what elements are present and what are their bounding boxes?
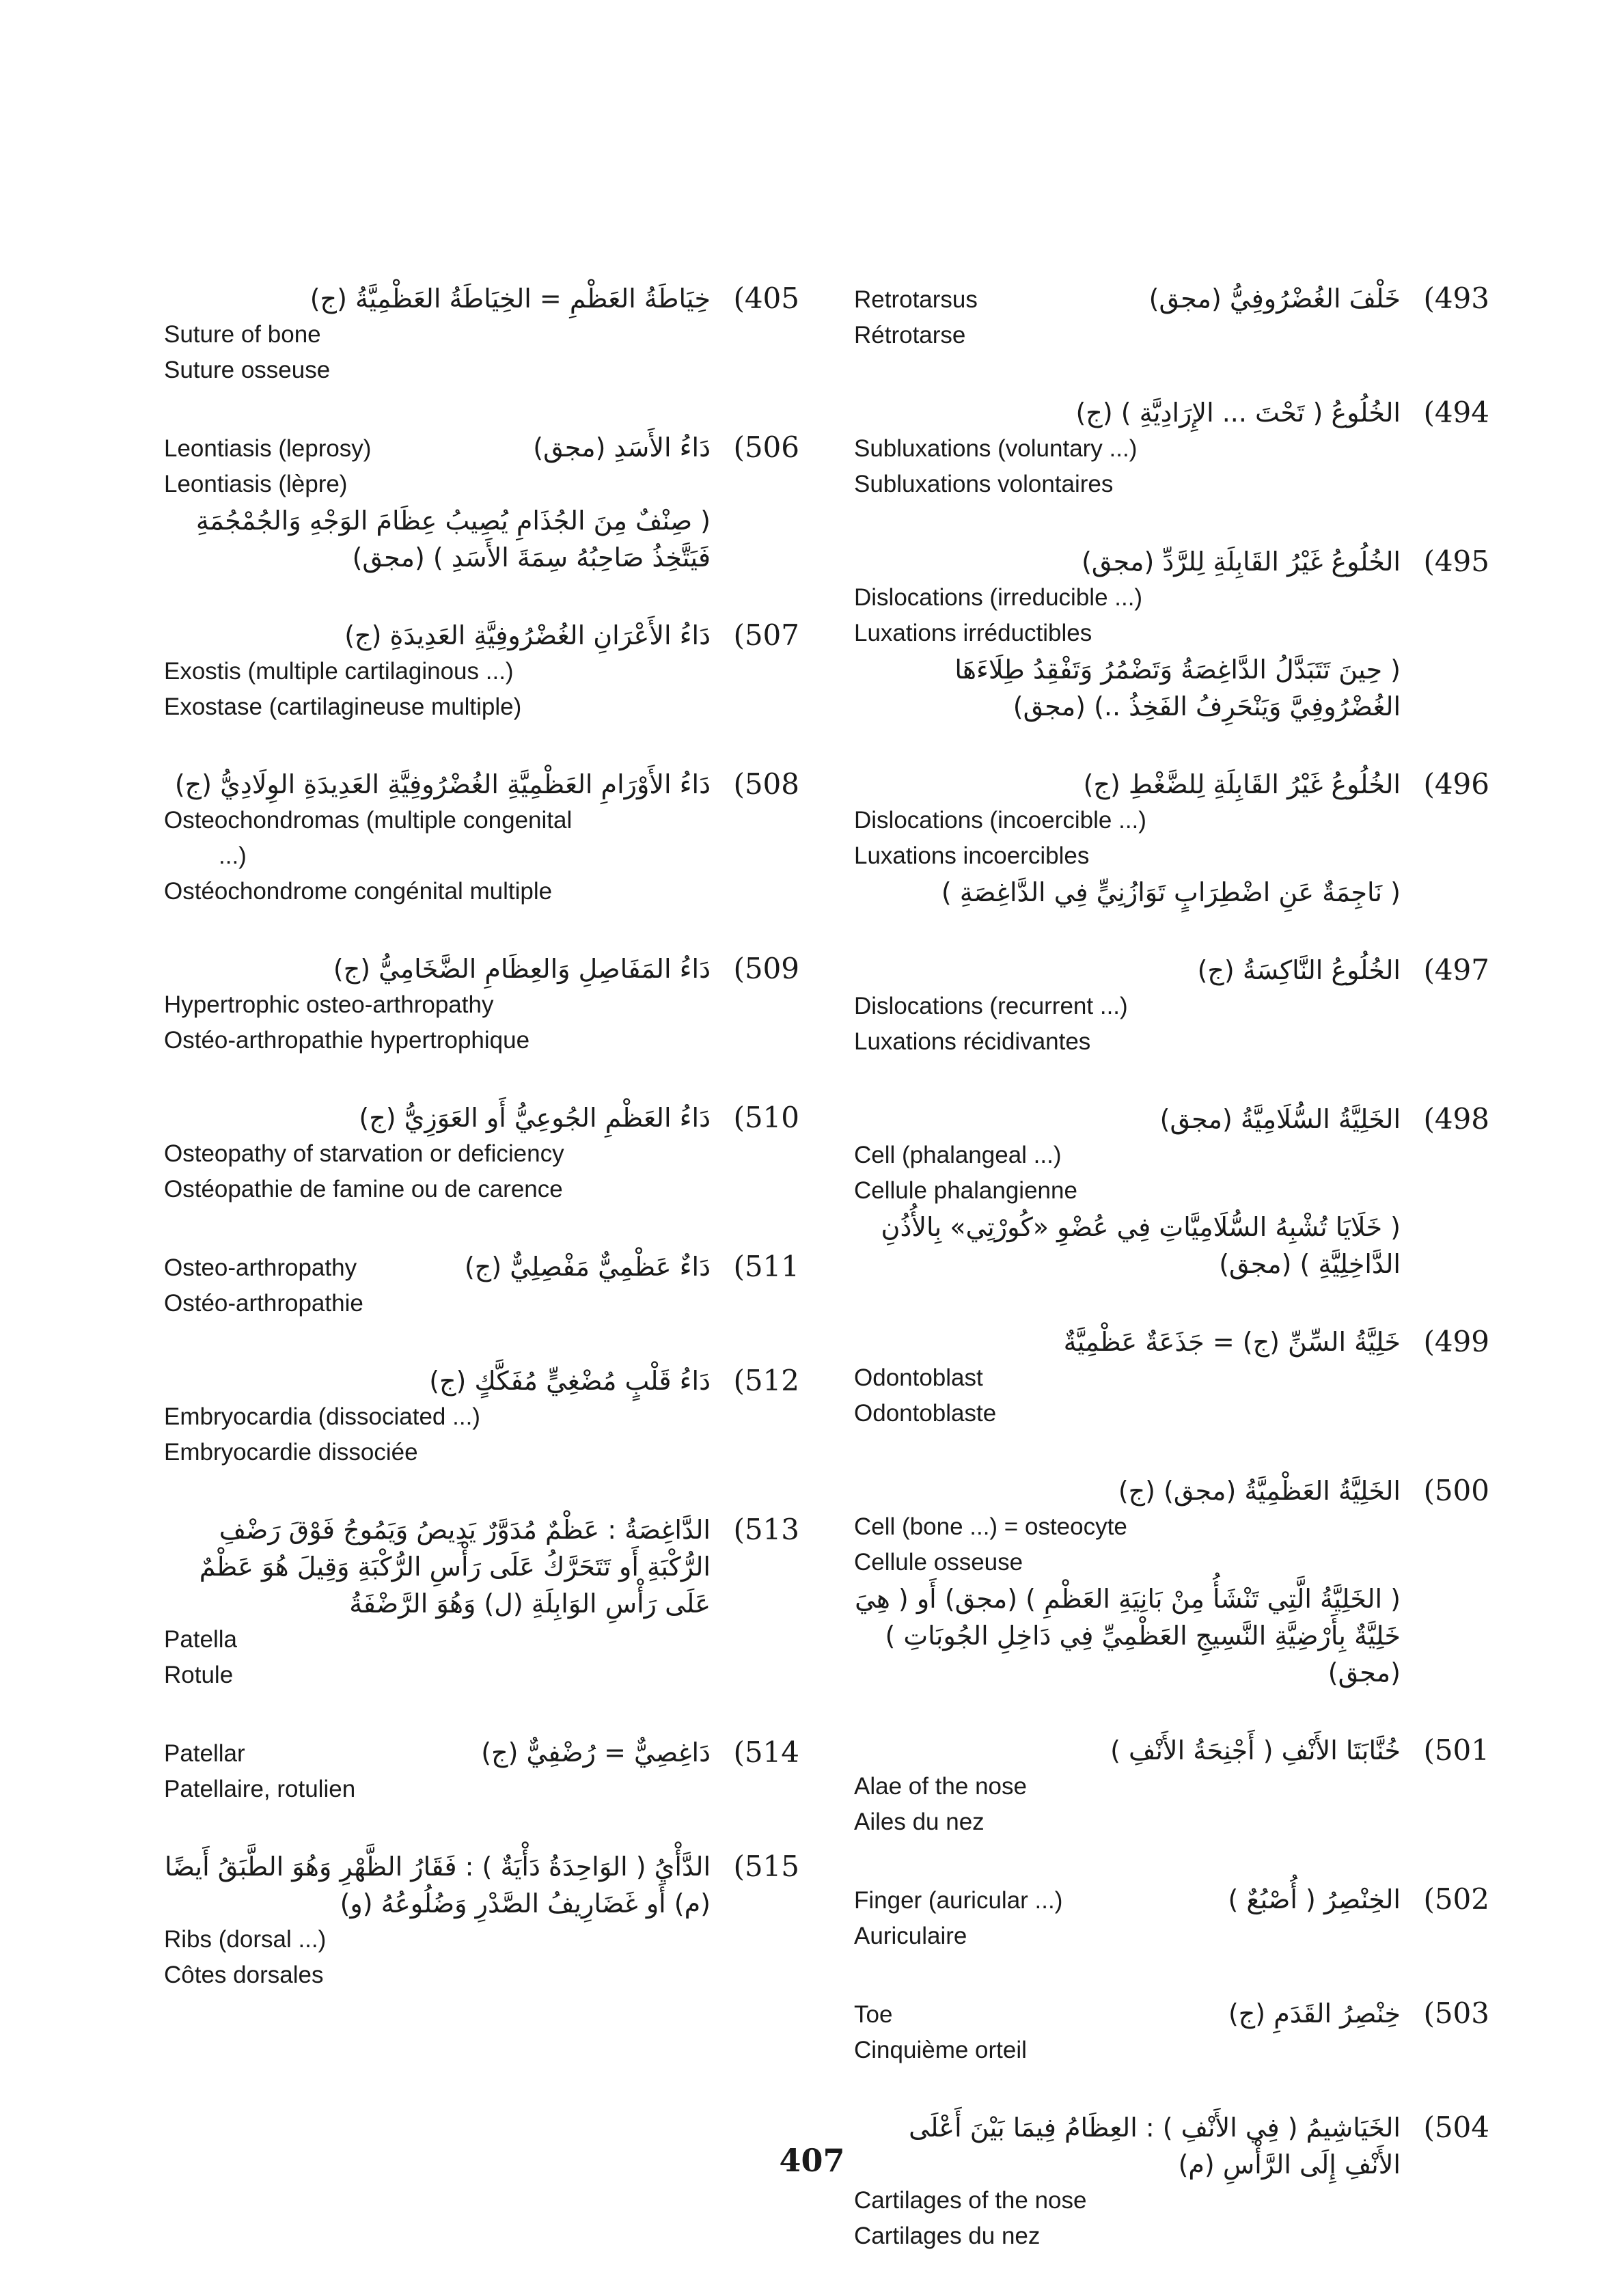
entry: [164, 1248, 799, 1321]
entry-number: (507: [733, 618, 799, 652]
entry: [854, 1881, 1489, 1954]
entry-number: (515: [733, 1850, 799, 1883]
french-term: Rotule: [164, 1662, 234, 1688]
english-term: Embryocardia (dissociated ...): [164, 1403, 480, 1430]
french-term: Ostéopathie de famine ou de carence: [164, 1176, 563, 1203]
entry: [854, 543, 1489, 725]
english-term: Dislocations (recurrent ...): [854, 993, 1128, 1019]
arabic-term: الخِنْصِرُ ( أُصْبُعٌ ): [1228, 1884, 1401, 1914]
entry: [164, 766, 799, 909]
english-term: Subluxations (voluntary ...): [854, 435, 1138, 462]
english-term-continuation: ...): [219, 842, 247, 869]
entry-number: (499: [1423, 1325, 1489, 1358]
english-term: Patellar: [164, 1740, 245, 1767]
entry-headline: [854, 1881, 1401, 1919]
entry: [164, 280, 799, 388]
right-column: [854, 280, 1489, 2295]
arabic-note: ( الخَلِيَّةُ الَّتِي تَنْشَأُ مِنْ بَانِيَةِ العَظْمِ ) (مجق) أَو ( هِيَ خَلِيَّةٌ بِأَرْضِيَّةِ النَّسِيجِ العَظْمِيِّ فِي دَاخِلِ الجُوبَاتِ ) (مجق): [855, 1584, 1401, 1688]
french-term: Cellule phalangienne: [854, 1177, 1077, 1204]
english-term: Patella: [164, 1626, 238, 1653]
arabic-term: دَاءُ الأَوْرَامِ العَظْمِيَّةِ الغُضْرُوفِيَّةِ العَدِيدَةِ الوِلَادِيُّ (ج): [174, 769, 711, 799]
arabic-term: دَاءٌ عَظْمِيٌّ مَفْصِلِيٌّ (ج): [464, 1252, 711, 1282]
french-term: Exostase (cartilagineuse multiple): [164, 693, 522, 720]
entry-headline: [854, 1995, 1401, 2033]
english-term: Exostis (multiple cartilaginous ...): [164, 658, 514, 685]
arabic-note: ( خَلَايَا تُشْبِهُ السُّلَامِيَّاتِ فِي عُضْوِ «كُورْتِي» بِالأُذُنِ الدَّاخِلِيَّةِ ) (مجق): [881, 1212, 1401, 1279]
entry-number: (509: [733, 952, 799, 985]
entry-headline: [164, 429, 711, 467]
entry-number: (497: [1423, 953, 1489, 987]
arabic-term: دَاءُ المَفَاصِلِ وَالعِظَامِ الضَّخَامِيُّ (ج): [333, 954, 711, 984]
english-term: Odontoblast: [854, 1364, 983, 1391]
arabic-term: الخُلُوعُ ( تَحْتَ ... الإِرَادِيَّةِ ) (ج): [1075, 398, 1401, 428]
entry: [164, 1734, 799, 1807]
english-term: Toe: [854, 2001, 893, 2028]
arabic-term: الخَلِيَّةُ السُّلَامِيَّةُ (مجق): [1159, 1104, 1401, 1134]
page-number: 407: [779, 2142, 845, 2179]
entry-headline: [164, 1248, 711, 1286]
entry: [164, 1848, 799, 1993]
english-term: Hypertrophic osteo-arthropathy: [164, 991, 494, 1018]
entry-number: (493: [1423, 281, 1489, 315]
french-term: Subluxations volontaires: [854, 471, 1114, 497]
entry-headline: [164, 1734, 711, 1772]
arabic-term: الدَّأْيُ ( الوَاحِدَةُ دَأْيَةٌ ) : فَقَارُ الظَّهْرِ وَهُوَ الطَّبَقُ أَيضًا (م) أَو غَضَارِيفُ الصَّدْرِ وَضُلُوعُهُ (و): [165, 1852, 711, 1919]
entry: [164, 1099, 799, 1207]
french-term: Côtes dorsales: [164, 1962, 324, 1988]
entry-number: (496: [1423, 767, 1489, 801]
english-term: Dislocations (irreducible ...): [854, 584, 1143, 611]
english-term: Retrotarsus: [854, 286, 978, 313]
entry: [854, 1101, 1489, 1282]
arabic-term: الخَلِيَّةُ العَظْمِيَّةُ (مجق) (ج): [1118, 1476, 1401, 1506]
french-term: Auriculaire: [854, 1923, 967, 1949]
entry: [854, 280, 1489, 353]
english-term: Cartilages of the nose: [854, 2187, 1087, 2214]
left-column: [164, 280, 799, 2034]
french-term: Cartilages du nez: [854, 2223, 1041, 2249]
arabic-term: دَاءُ قَلْبٍ مُضْغِيٍّ مُفَكَّكٍ (ج): [429, 1366, 711, 1396]
french-term: Rétrotarse: [854, 322, 966, 348]
arabic-term: خِيَاطَةُ العَظْمِ = الخِيَاطَةُ العَظْمِيَّةُ (ج): [309, 284, 711, 314]
english-term: Osteochondromas (multiple congenital: [164, 807, 573, 834]
entry: [854, 952, 1489, 1060]
english-term: Ribs (dorsal ...): [164, 1926, 327, 1953]
arabic-term: خُنَّابَتَا الأَنْفِ ( أَجْنِحَةُ الأَنْفِ ): [1110, 1735, 1401, 1765]
arabic-term: دَاغِصِيٌّ = رُضْفِيٌّ (ج): [481, 1737, 711, 1768]
arabic-term: الخُلُوعُ غَيْرُ القَابِلَةِ لِلضَّغْطِ (ج): [1083, 769, 1401, 799]
french-term: Luxations récidivantes: [854, 1028, 1091, 1055]
english-term: Alae of the nose: [854, 1773, 1027, 1800]
arabic-term: الخَيَاشِيمُ ( فِي الأَنْفِ ) : العِظَامُ فِيمَا بَيْنَ أَعْلَى الأَنْفِ إِلَى الرَّأْسِ (م): [909, 2113, 1401, 2180]
entry-number: (510: [733, 1101, 799, 1134]
french-term: Odontoblaste: [854, 1400, 997, 1427]
entry-number: (502: [1423, 1882, 1489, 1916]
french-term: Luxations incoercibles: [854, 842, 1090, 869]
french-term: Suture osseuse: [164, 357, 331, 383]
entry-number: (506: [733, 430, 799, 464]
entry: [854, 1323, 1489, 1431]
entry-number: (508: [733, 767, 799, 801]
french-term: Ostéo-arthropathie: [164, 1290, 363, 1317]
entry-number: (501: [1423, 1733, 1489, 1767]
french-term: Cellule osseuse: [854, 1549, 1023, 1576]
french-term: Cinquième orteil: [854, 2037, 1027, 2063]
arabic-note: ( نَاجِمَةٌ عَنِ اضْطِرَابٍ تَوَازُنِيٍّ فِي الدَّاغِصَةِ ): [941, 877, 1401, 907]
french-term: Patellaire, rotulien: [164, 1776, 356, 1802]
entry: [164, 1511, 799, 1693]
entry-number: (494: [1423, 396, 1489, 429]
french-term: Ostéochondrome congénital multiple: [164, 878, 553, 905]
french-term: Luxations irréductibles: [854, 620, 1092, 646]
arabic-note: ( صِنْفٌ مِنَ الجُذَامِ يُصِيبُ عِظَامَ الوَجْهِ وَالجُمْجُمَةِ فَيَتَّخِذُ صَاحِبُهُ سِمَةَ الأَسَدِ ) (مجق): [195, 506, 711, 573]
entry-number: (405: [733, 281, 799, 315]
english-term: Cell (bone ...) = osteocyte: [854, 1513, 1127, 1540]
entry-number: (495: [1423, 545, 1489, 578]
french-term: Ailes du nez: [854, 1809, 985, 1835]
arabic-term: خَلْفَ الغُضْرُوفِيُّ (مجق): [1148, 284, 1401, 314]
entry: [854, 2109, 1489, 2254]
entry: [854, 1732, 1489, 1840]
entry-number: (503: [1423, 1996, 1489, 2030]
entry: [854, 1995, 1489, 2068]
english-term: Cell (phalangeal ...): [854, 1142, 1062, 1168]
entry: [164, 617, 799, 725]
english-term: Leontiasis (leprosy): [164, 435, 372, 462]
arabic-term: الخُلُوعُ غَيْرُ القَابِلَةِ لِلرَّدِّ (مجق): [1082, 547, 1401, 577]
french-term: Embryocardie dissociée: [164, 1439, 418, 1466]
arabic-term: دَاءُ العَظْمِ الجُوعِيُّ أَو العَوَزِيُّ (ج): [359, 1103, 711, 1133]
entry-number: (513: [733, 1513, 799, 1546]
english-term: Finger (auricular ...): [854, 1887, 1063, 1914]
english-term: Dislocations (incoercible ...): [854, 807, 1146, 834]
arabic-term: دَاءُ الأَسَدِ (مجق): [533, 432, 711, 463]
entry-number: (504: [1423, 2111, 1489, 2144]
arabic-note: ( حِينَ تَتَبَدَّلُ الدَّاغِصَةُ وَتَضْمُرُ وَتَفْقِدُ طِلَاءَهَا الغُضْرُوفِيَّ وَيَنْحَرِفُ الفَخِذُ ..) (مجق): [954, 655, 1401, 722]
entry-number: (498: [1423, 1102, 1489, 1136]
french-term: Ostéo-arthropathie hypertrophique: [164, 1027, 530, 1054]
entry-headline: [854, 280, 1401, 318]
arabic-term: خِنْصِرُ القَدَمِ (ج): [1228, 1998, 1401, 2029]
arabic-term: دَاءُ الأَعْرَانِ الغُضْرُوفِيَّةِ العَدِيدَةِ (ج): [344, 620, 711, 650]
entry: [164, 950, 799, 1058]
arabic-term: الخُلُوعُ النَّاكِسَةُ (ج): [1197, 955, 1401, 985]
arabic-term: خَلِيَّةُ السِّنِّ (ج) = جَذَعَةٌ عَظْمِيَّةٌ: [1063, 1327, 1401, 1357]
english-term: Suture of bone: [164, 321, 321, 348]
entry: [854, 394, 1489, 502]
entry: [164, 429, 799, 576]
entry: [164, 1362, 799, 1470]
entry-number: (514: [733, 1735, 799, 1769]
entry: [854, 766, 1489, 911]
english-term: Osteo-arthropathy: [164, 1254, 357, 1281]
entry: [854, 1472, 1489, 1691]
entry-number: (512: [733, 1364, 799, 1397]
english-term: Osteopathy of starvation or deficiency: [164, 1140, 564, 1167]
arabic-term: الدَّاغِصَةُ : عَظْمٌ مُدَوَّرٌ يَدِيصُ وَيَمُوجُ فَوْقَ رَضْفِ الرُّكْبَةِ أَو تَتَحَرَّكُ عَلَى رَأْسِ الرُّكْبَةِ وَقِيلَ هُوَ عَظْمٌ عَلَى رَأْسِ الوَابِلَةِ (ل) وَهُوَ الرَّضْفَةُ: [199, 1515, 711, 1619]
entry-number: (500: [1423, 1474, 1489, 1507]
french-term: Leontiasis (lèpre): [164, 471, 348, 497]
entry-number: (511: [733, 1250, 799, 1283]
